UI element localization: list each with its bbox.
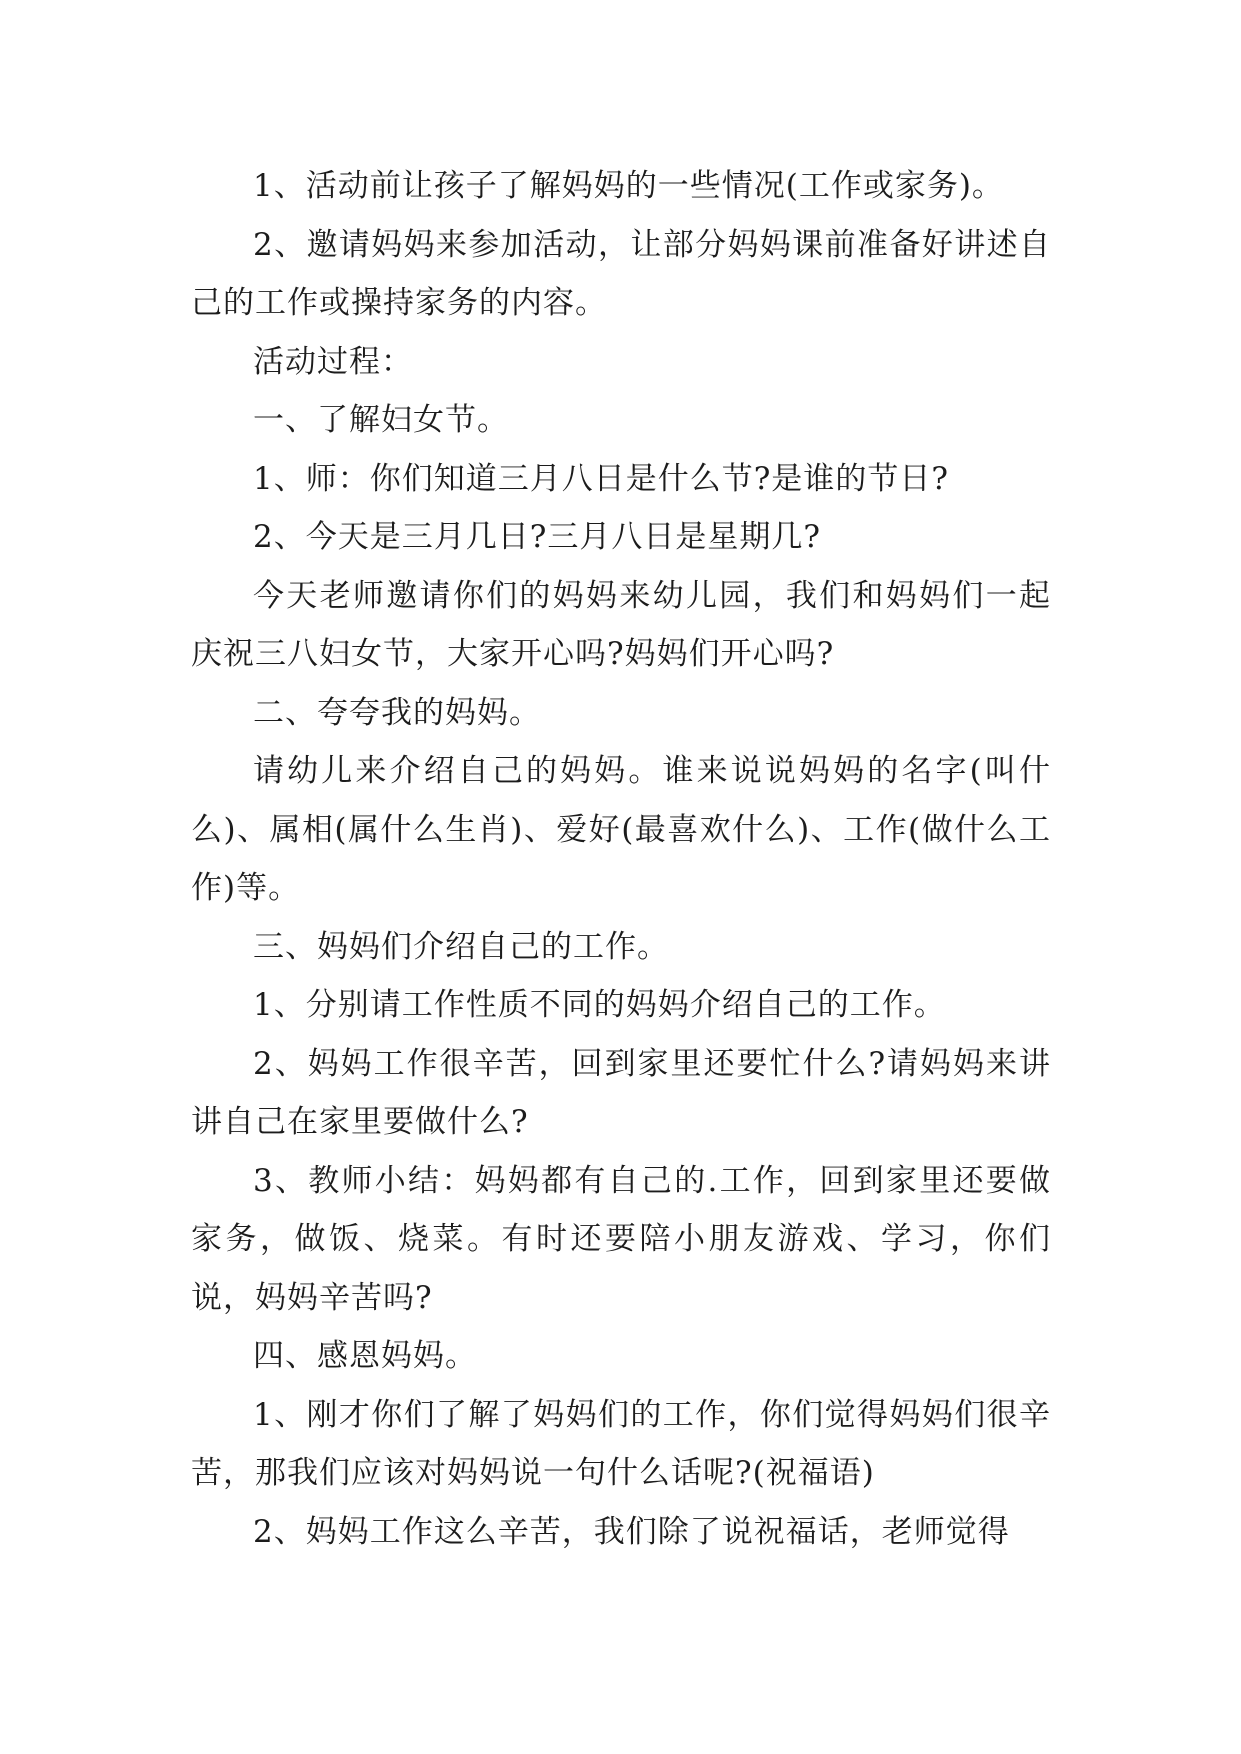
heading-activity-process: 活动过程：	[253, 343, 413, 380]
paragraph-section-2-intro: 请幼儿来介绍自己的妈妈。谁来说说妈妈的名字(叫什么)、属相(属什么生肖)、爱好(最喜欢什么)、工作(做什么工作)等。	[191, 753, 1051, 906]
heading-section-4: 四、感恩妈妈。	[253, 1338, 477, 1374]
paragraph-section-1-item-2: 2、今天是三月几日?三月八日是星期几?	[253, 519, 821, 555]
paragraph-prep-2: 2、邀请妈妈来参加活动，让部分妈妈课前准备好讲述自己的工作或操持家务的内容。	[191, 226, 1051, 321]
paragraph-section-3-item-2: 2、妈妈工作很辛苦，回到家里还要忙什么?请妈妈来讲讲自己在家里要做什么?	[191, 1045, 1051, 1140]
paragraph-section-3-item-1: 1、分别请工作性质不同的妈妈介绍自己的工作。	[253, 987, 946, 1023]
paragraph-section-1-invite: 今天老师邀请你们的妈妈来幼儿园，我们和妈妈们一起庆祝三八妇女节，大家开心吗?妈妈们开心吗?	[191, 577, 1051, 672]
heading-section-3: 三、妈妈们介绍自己的工作。	[253, 928, 669, 965]
heading-section-1: 一、了解妇女节。	[253, 402, 509, 438]
paragraph-section-4-item-2: 2、妈妈工作这么辛苦，我们除了说祝福话，老师觉得	[253, 1513, 1010, 1550]
heading-section-2: 二、夸夸我的妈妈。	[253, 694, 541, 731]
paragraph-section-1-item-1: 1、师：你们知道三月八日是什么节?是谁的节日?	[253, 460, 949, 497]
document-page	[191, 157, 1051, 1561]
paragraph-prep-1: 1、活动前让孩子了解妈妈的一些情况(工作或家务)。	[253, 168, 1004, 204]
paragraph-section-4-item-1: 1、刚才你们了解了妈妈们的工作，你们觉得妈妈们很辛苦，那我们应该对妈妈说一句什么话呢?(祝福语)	[191, 1396, 1051, 1491]
paragraph-section-3-item-3: 3、教师小结：妈妈都有自己的.工作，回到家里还要做家务，做饭、烧菜。有时还要陪小朋友游戏、学习，你们说，妈妈辛苦吗?	[191, 1162, 1051, 1316]
